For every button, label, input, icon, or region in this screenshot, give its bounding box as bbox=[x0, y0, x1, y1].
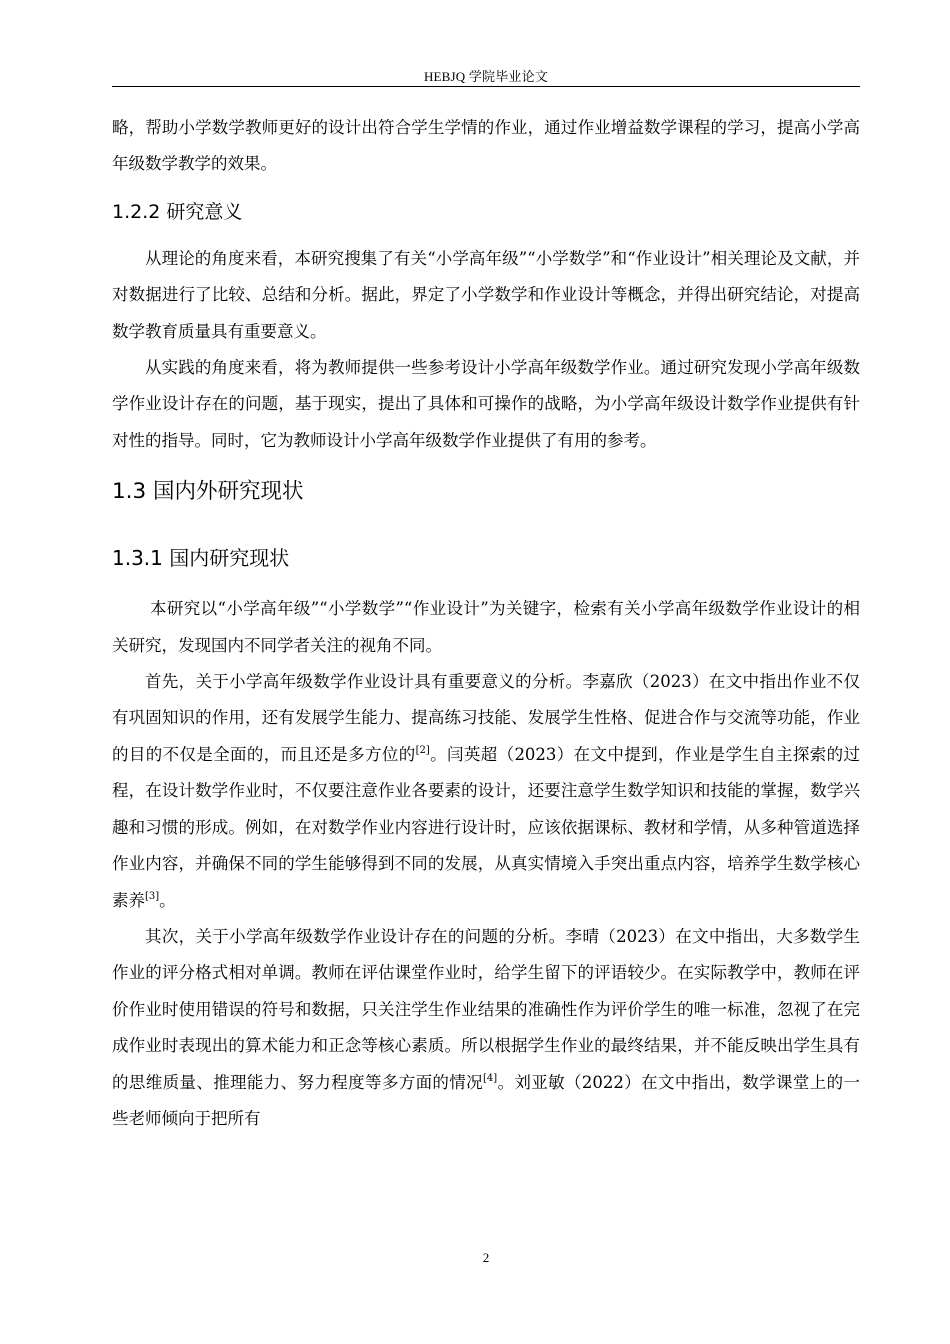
paragraph-text: 。 bbox=[159, 890, 176, 910]
page-number: 2 bbox=[482, 1250, 490, 1265]
heading-1-2-2: 1.2.2 研究意义 bbox=[112, 200, 243, 223]
paragraph-continued: 略，帮助小学数学教师更好的设计出符合学生学情的作业，通过作业增益数学课程的学习，提高小学高年级数学教学的效果。 bbox=[112, 118, 860, 174]
citation-link[interactable]: [4] bbox=[483, 1072, 498, 1084]
paragraph-theory: 从理论的角度来看，本研究搜集了有关“小学高年级”“小学数学”和“作业设计”相关理论及文献，并对数据进行了比较、总结和分析。据此，界定了小学数学和作业设计等概念，并得出研究结论，对提高数学教育质量具有重要意义。 bbox=[112, 248, 860, 341]
citation-link[interactable]: [3] bbox=[145, 890, 160, 902]
paragraph-practice: 从实践的角度来看，将为教师提供一些参考设计小学高年级数学作业。通过研究发现小学高年级数学作业设计存在的问题，基于现实，提出了具体和可操作的战略，为小学高年级设计数学作业提供有针对性的指导。同时，它为教师设计小学高年级数学作业提供了有用的参考。 bbox=[112, 358, 860, 450]
paragraph-text: 。闫英超（2023）在文中提到，作业是学生自主探索的过程，在设计数学作业时，不仅要注意作业各要素的设计，还要注意学生数学知识和技能的掌握，数学兴趣和习惯的形成。例如，在对数学作业内容进行设计时，应该依据课标、教材和学情，从多种管道选择作业内容，并确保不同的学生能够得到不同的发展，从真实情境入手突出重点内容，培养学生数学核心素养 bbox=[112, 744, 861, 910]
citation-link[interactable]: [2] bbox=[415, 744, 430, 756]
header-rule bbox=[112, 86, 860, 87]
running-header: HEBJQ 学院毕业论文 bbox=[423, 69, 549, 84]
page-body bbox=[112, 110, 860, 1137]
paragraph-text: 首先，关于小学高年级数学作业设计具有重要意义的分析。李嘉欣（2023）在文中指出作业不仅有巩固知识的作用，还有发展学生能力、提高练习技能、发展学生性格、促进合作与交流等功能，作业的目的不仅是全面的，而且还是多方位的 bbox=[112, 672, 860, 764]
paragraph-scope: 本研究以“小学高年级”“小学数学”“作业设计”为关键字，检索有关小学高年级数学作业设计的相关研究，发现国内不同学者关注的视角不同。 bbox=[112, 599, 860, 655]
heading-1-3: 1.3 国内外研究现状 bbox=[112, 479, 304, 505]
paragraph-text: 其次，关于小学高年级数学作业设计存在的问题的分析。李晴（2023）在文中指出，大多数学生作业的评分格式相对单调。教师在评估课堂作业时，给学生留下的评语较少。在实际教学中，教师在评价作业时使用错误的符号和数据，只关注学生作业结果的准确性作为评价学生的唯一标准，忽视了在完成作业时表现出的算术能力和正念等核心素质。所以根据学生作业的最终结果，并不能反映出学生具有的思维质量、推理能力、努力程度等多方面的情况 bbox=[112, 926, 860, 1092]
paragraph-text: 。刘亚敏（2022）在文中指出，数学课堂上的一些老师倾向于把所有 bbox=[112, 1072, 860, 1128]
paragraph-problems bbox=[112, 919, 860, 1137]
paragraph-significance bbox=[112, 664, 860, 919]
heading-1-3-1: 1.3.1 国内研究现状 bbox=[112, 546, 290, 571]
